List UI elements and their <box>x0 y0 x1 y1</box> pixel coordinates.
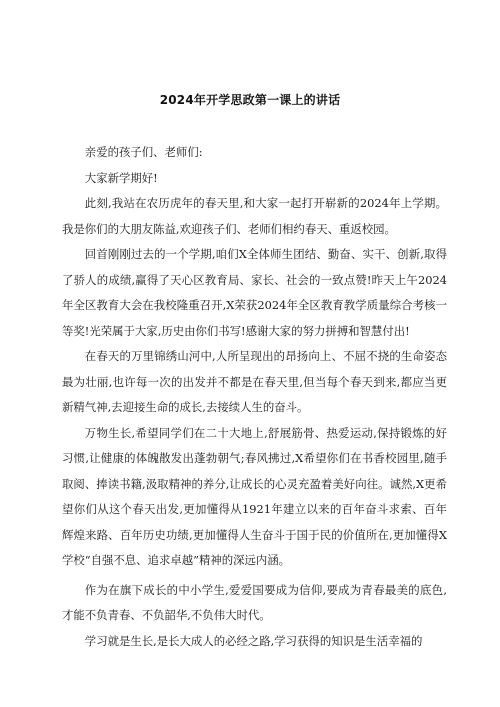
paragraph-1: 此刻,我站在农历虎年的春天里,和大家一起打开崭新的2024年上学期。我是你们的大朋友陈益,欢迎孩子们、老师们相约春天、重返校园。 <box>62 196 447 236</box>
paragraph-5: 作为在旗下成长的中小学生,爱爱国要成为信仰,要成为青春最美的底色,才能不负青春、不负韶华,不负伟大时代。 <box>62 582 447 622</box>
opening-line: 大家新学期好! <box>84 170 158 185</box>
paragraph-3: 在春天的万里锦绣山河中,人所呈现出的昂扬向上、不屈不挠的生命姿态最为壮丽,也许每一次的出发并不都是在春天里,但当每个春天到来,都应当更新精气神,去迎接生命的成长,去接续人生的奋斗。 <box>62 349 447 414</box>
paragraph-4: 万物生长,希望同学们在二十大地上,舒展筋骨、热爱运动,保持锻炼的好习惯,让健康的体魄散发出蓬勃朝气;春风拂过,X希望你们在书香校园里,随手取阅、捧读书籍,汲取精神的养分,让成长的心灵充盈着美好向往。诚然,X更希望你们从这个春天出发,更加懂得从1921年建立以来的百年奋斗求索、百年辉煌来路、百年历史功绩,更加懂得人生奋斗于国于民的价值所在,更加懂得X学校“自强不息、追求卓越”精神的深远内涵。 <box>62 425 447 567</box>
paragraph-2: 回首刚刚过去的一个学期,咱们X全体师生团结、勤奋、实干、创新,取得了骄人的成绩,赢得了天心区教育局、家长、社会的一致点赞!昨天上午2024年全区教育大会在我校隆重召开,X荣获2024年全区教育教学质量综合考核一等奖!光荣属于大家,历史由你们书写!感谢大家的努力拼搏和智慧付出! <box>62 247 447 338</box>
document-title: 2024年开学思政第一课上的讲话 <box>159 93 341 107</box>
document-body <box>62 140 447 654</box>
paragraph-6: 学习就是生长,是长大成人的必经之路,学习获得的知识是生活幸福的 <box>84 633 423 648</box>
greeting-line: 亲爱的孩子们、老师们: <box>84 145 203 159</box>
